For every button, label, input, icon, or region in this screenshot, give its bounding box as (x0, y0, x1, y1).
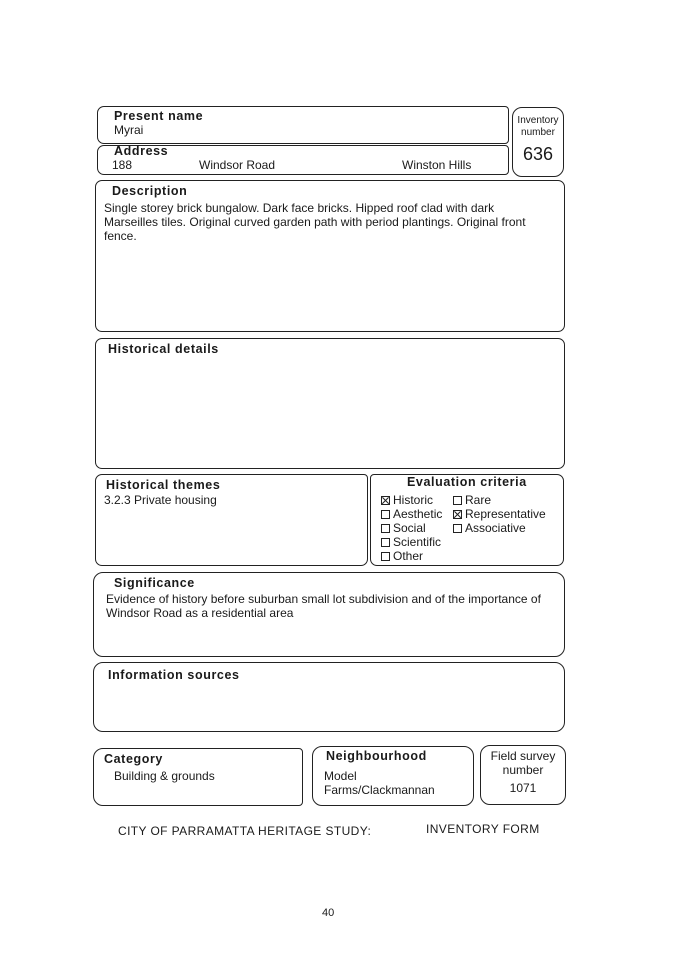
neighbourhood-label: Neighbourhood (326, 749, 427, 763)
inventory-label-line1: Inventory (517, 115, 559, 126)
study-title: CITY OF PARRAMATTA HERITAGE STUDY: (118, 824, 372, 838)
representative-checkbox (453, 510, 462, 519)
address-suburb: Winston Hills (402, 158, 472, 172)
social-checkbox (381, 524, 390, 533)
other-checkbox (381, 552, 390, 561)
address-box (97, 145, 509, 175)
criterion-social: Social (381, 521, 426, 535)
description-box (95, 180, 565, 332)
address-label: Address (114, 144, 169, 158)
field-survey-value: 1071 (509, 781, 537, 795)
historical-themes-box (95, 474, 368, 566)
historic-checkbox (381, 496, 390, 505)
historical-details-box (95, 338, 565, 469)
associative-checkbox (453, 524, 462, 533)
category-label: Category (104, 752, 163, 766)
address-number: 188 (112, 158, 133, 172)
significance-box (93, 572, 565, 657)
evaluation-criteria-box (370, 474, 564, 566)
neighbourhood-box (312, 746, 474, 806)
criterion-representative: Representative (453, 507, 546, 521)
criterion-scientific: Scientific (381, 535, 441, 549)
present-name-box (97, 106, 509, 144)
evaluation-criteria-label: Evaluation criteria (407, 475, 527, 489)
information-sources-box (93, 662, 565, 732)
category-value: Building & grounds (114, 769, 215, 783)
field-survey-box (480, 745, 566, 805)
description-label: Description (112, 184, 188, 198)
category-box (93, 748, 303, 806)
historical-themes-value: 3.2.3 Private housing (104, 493, 217, 507)
significance-text: Evidence of history before suburban small lot subdivision and of the importance of Windsor Road as a residential area (106, 592, 541, 620)
criterion-rare: Rare (453, 493, 491, 507)
inventory-label-line2: number (521, 127, 555, 138)
criterion-aesthetic: Aesthetic (381, 507, 442, 521)
historical-themes-label: Historical themes (106, 478, 221, 492)
criterion-other: Other (381, 549, 423, 563)
page-number: 40 (322, 907, 335, 919)
rare-checkbox (453, 496, 462, 505)
field-survey-label-line1: Field survey (490, 749, 556, 763)
present-name-value: Myrai (114, 123, 144, 137)
historical-details-label: Historical details (108, 342, 219, 356)
significance-label: Significance (114, 576, 195, 590)
field-survey-label-line2: number (502, 763, 544, 777)
form-title: INVENTORY FORM (426, 822, 540, 836)
present-name-label: Present name (114, 109, 204, 123)
inventory-number-value: 636 (522, 144, 554, 164)
neighbourhood-line1: Model (324, 769, 357, 783)
neighbourhood-line2: Farms/Clackmannan (324, 783, 435, 797)
aesthetic-checkbox (381, 510, 390, 519)
scientific-checkbox (381, 538, 390, 547)
criterion-associative: Associative (453, 521, 526, 535)
information-sources-label: Information sources (108, 668, 240, 682)
address-street: Windsor Road (199, 158, 276, 172)
description-text: Single storey brick bungalow. Dark face bricks. Hipped roof clad with dark Marseilles tiles. Original curved garden path with period plantings. Original front fence. (104, 201, 526, 243)
inventory-number-box (512, 107, 564, 177)
criterion-historic: Historic (381, 493, 433, 507)
